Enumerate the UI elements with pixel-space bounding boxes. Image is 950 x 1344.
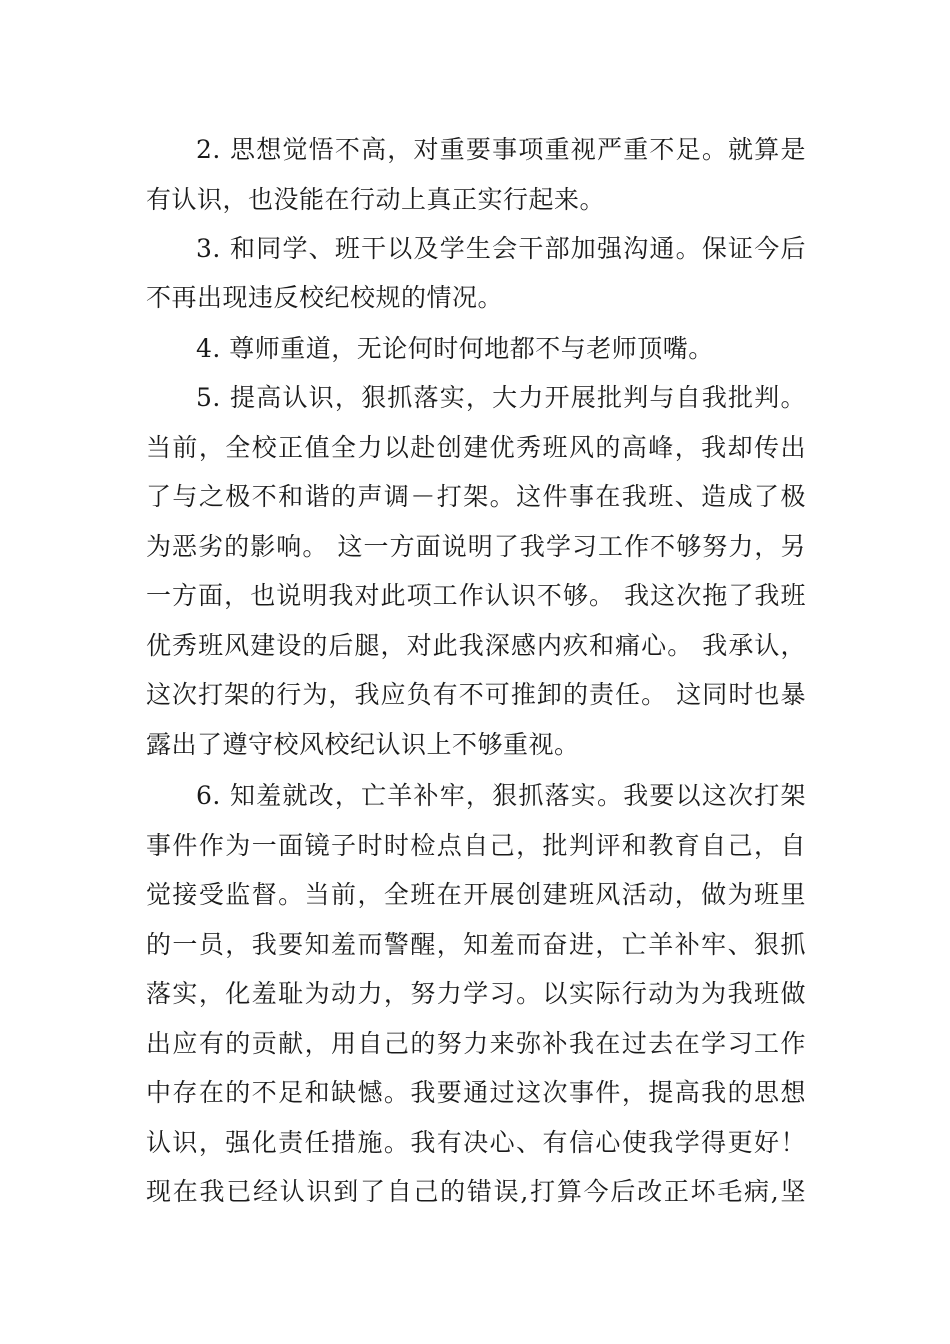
text-line: 的一员，我要知羞而警醒，知羞而奋进，亡羊补牢、狠抓 xyxy=(146,930,806,959)
text-line: 出应有的贡献，用自己的努力来弥补我在过去在学习工作 xyxy=(146,1029,806,1058)
text-line: 3. 和同学、班干以及学生会干部加强沟通。保证今后 xyxy=(196,234,806,263)
text-line: 落实，化羞耻为动力，努力学习。以实际行动为为我班做 xyxy=(146,979,806,1008)
text-line: 当前，全校正值全力以赴创建优秀班风的高峰，我却传出 xyxy=(146,433,806,462)
text-line: 现在我已经认识到了自己的错误,打算今后改正坏毛病,坚 xyxy=(146,1177,806,1206)
text-line: 4. 尊师重道，无论何时何地都不与老师顶嘴。 xyxy=(196,334,714,363)
text-line: 露出了遵守校风校纪认识上不够重视。 xyxy=(146,730,580,759)
text-line: 了与之极不和谐的声调－打架。这件事在我班、造成了极 xyxy=(146,482,806,511)
text-line: 中存在的不足和缺憾。我要通过这次事件，提高我的思想 xyxy=(146,1078,806,1107)
text-line: 2. 思想觉悟不高，对重要事项重视严重不足。就算是 xyxy=(196,135,806,164)
text-line: 这次打架的行为，我应负有不可推卸的责任。 这同时也暴 xyxy=(146,680,806,709)
text-line: 一方面，也说明我对此项工作认识不够。 我这次拖了我班 xyxy=(146,581,806,610)
text-line: 不再出现违反校纪校规的情况。 xyxy=(146,283,504,312)
text-line: 觉接受监督。当前，全班在开展创建班风活动，做为班里 xyxy=(146,880,806,909)
text-line: 事件作为一面镜子时时检点自己，批判评和教育自己，自 xyxy=(146,831,806,860)
text-line: 有认识，也没能在行动上真正实行起来。 xyxy=(146,185,606,214)
text-line: 5. 提高认识，狠抓落实，大力开展批判与自我批判。 xyxy=(196,383,806,412)
text-line: 为恶劣的影响。 这一方面说明了我学习工作不够努力，另 xyxy=(146,532,806,561)
text-line: 认识，强化责任措施。我有决心、有信心使我学得更好！ xyxy=(146,1128,806,1157)
text-line: 优秀班风建设的后腿，对此我深感内疚和痛心。 我承认， xyxy=(146,631,806,660)
text-line: 6. 知羞就改，亡羊补牢，狠抓落实。我要以这次打架 xyxy=(196,781,806,810)
